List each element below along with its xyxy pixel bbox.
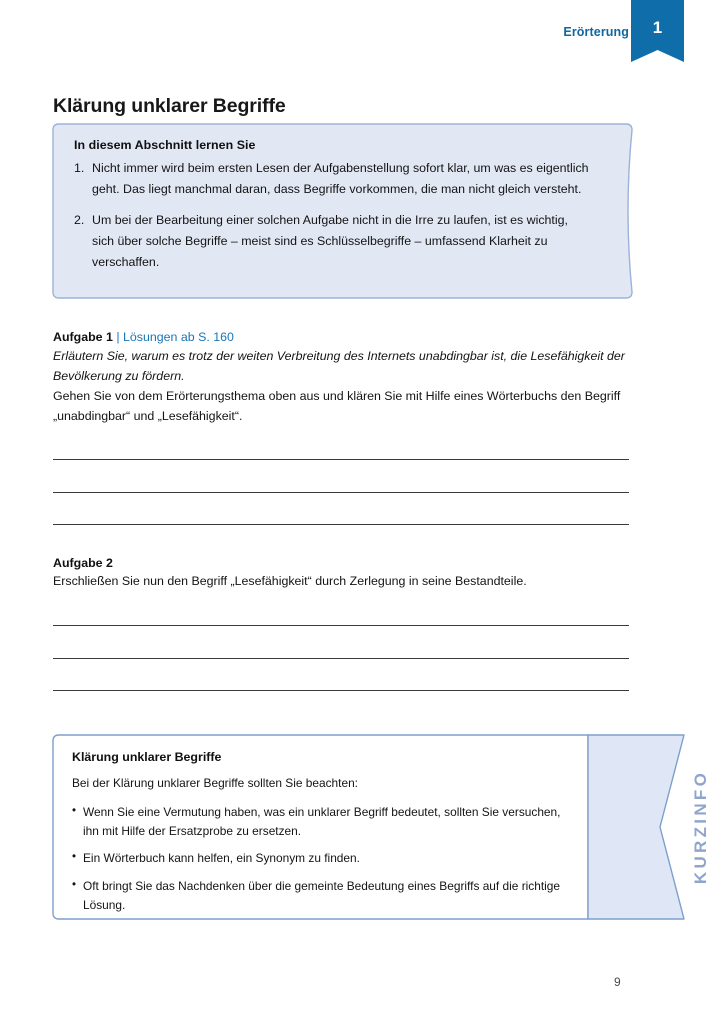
- page-header: [0, 0, 723, 80]
- exercise-1-heading: [53, 330, 633, 344]
- answer-line[interactable]: [53, 459, 629, 460]
- list-item: • Oft bringt Sie das Nachdenken über die gemeinte Bedeutung eines Begriffs auf die richtige Lösung.: [72, 877, 572, 916]
- list-item: • Ein Wörterbuch kann helfen, ein Synonym zu finden.: [72, 849, 572, 868]
- exercise-1-prompt-italic: Erläutern Sie, warum es trotz der weiten Verbreitung des Internets unabdingbar ist, die Lesefähigkeit der Bevölkerung zu fördern.: [53, 349, 625, 384]
- learning-objectives-box: [52, 123, 633, 299]
- exercise-2-prompt: Erschließen Sie nun den Begriff „Lesefähigkeit“ durch Zerlegung in seine Bestandteile.: [53, 574, 527, 588]
- exercise-2-heading: [53, 556, 633, 570]
- learning-box-heading: In diesem Abschnitt lernen Sie: [74, 138, 256, 152]
- list-item: Nicht immer wird beim ersten Lesen der Aufgabenstellung sofort klar, um was es eigentlich geht. Das liegt manchmal daran, dass Begriffe vorkommen, die man nicht gleich versteht.: [92, 161, 589, 197]
- kurzinfo-side-label: KURZINFO: [691, 769, 710, 885]
- exercise-1-solution-link[interactable]: | Lösungen ab S. 160: [116, 330, 234, 344]
- page-title: Klärung unklarer Begriffe: [53, 95, 286, 118]
- page-number: 9: [614, 975, 621, 989]
- kurzinfo-heading: Klärung unklarer Begriffe: [72, 750, 222, 764]
- kurzinfo-box: [52, 734, 710, 920]
- exercise-2: [53, 556, 633, 591]
- exercise-1-title: Aufgabe 1: [53, 330, 113, 344]
- answer-line[interactable]: [53, 492, 629, 493]
- answer-line[interactable]: [53, 690, 629, 691]
- kurzinfo-bullet-list: [72, 803, 572, 915]
- answer-line[interactable]: [53, 524, 629, 525]
- list-item: • Wenn Sie eine Vermutung haben, was ein unklarer Begriff bedeutet, sollten Sie versuchen, ihn mit Hilfe der Ersatzprobe zu ersetzen.: [72, 803, 572, 842]
- kurzinfo-lead-text: Bei der Klärung unklarer Begriffe sollten Sie beachten:: [72, 776, 358, 790]
- learning-objectives-list: [74, 158, 593, 274]
- answer-line[interactable]: [53, 658, 629, 659]
- list-item: Um bei der Bearbeitung einer solchen Aufgabe nicht in die Irre zu laufen, ist es wichtig, sich über solche Begriffe – meist sind es Schlüsselbegriffe – umfassend Klarheit zu verschaffen.: [92, 212, 568, 270]
- exercise-1-prompt: Gehen Sie von dem Erörterungsthema oben aus und klären Sie mit Hilfe eines Wörterbuchs den Begriff „unabdingbar“ und „Lesefähigkeit“.: [53, 389, 621, 424]
- answer-line[interactable]: [53, 625, 629, 626]
- exercise-2-title: Aufgabe 2: [53, 556, 113, 570]
- chapter-label: Erörterung: [563, 25, 629, 39]
- chapter-number: 1: [652, 18, 663, 37]
- exercise-1: [53, 330, 633, 426]
